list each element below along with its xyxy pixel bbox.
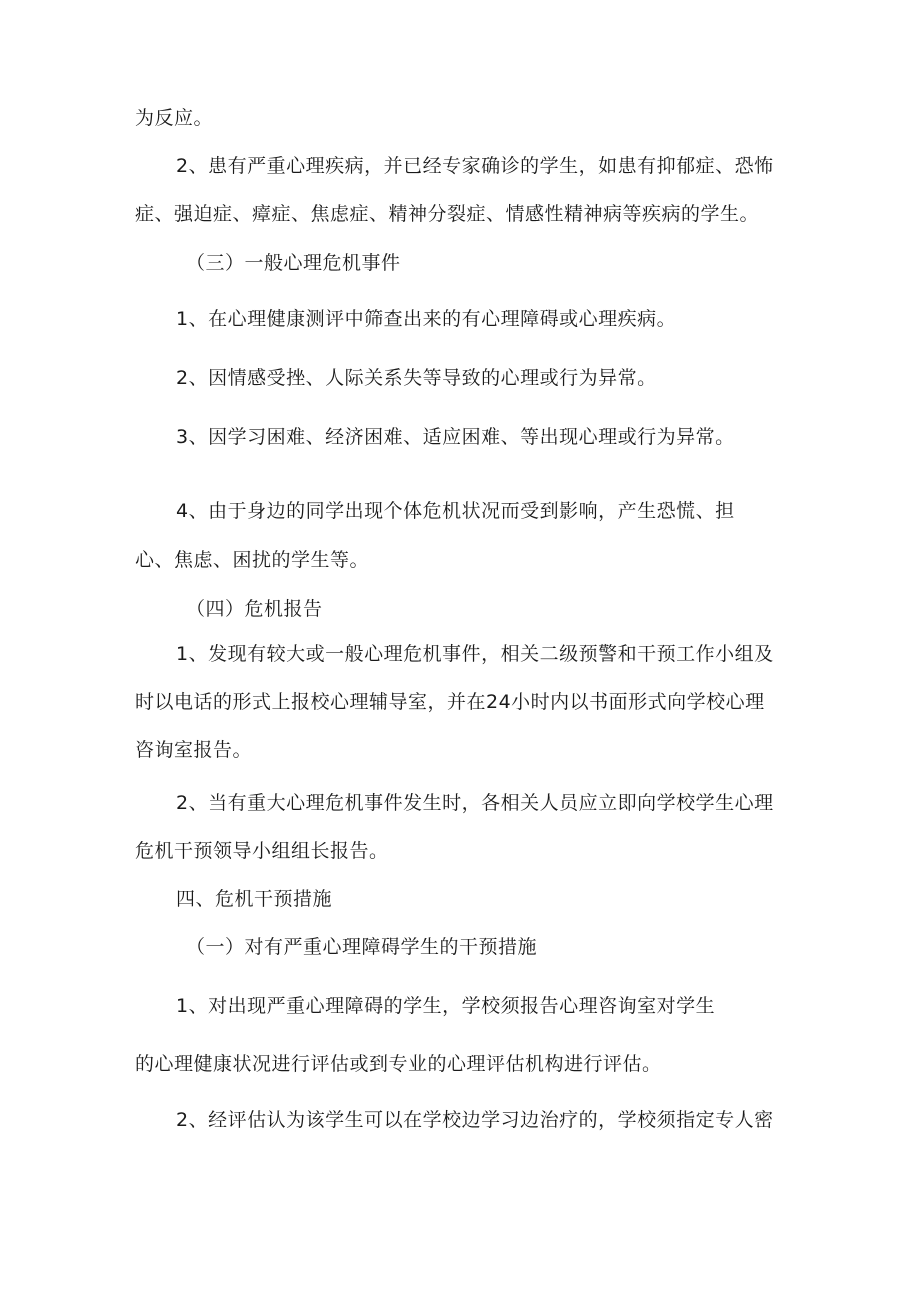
text-line: 心、焦虑、困扰的学生等。	[135, 549, 370, 571]
chapter-heading: 四、危机干预措施	[176, 888, 333, 910]
text-line: 2、经评估认为该学生可以在学校边学习边治疗的，学校须指定专人密	[176, 1109, 774, 1131]
text-line: 4、由于身边的同学出现个体危机状况而受到影响，产生恐慌、担	[176, 500, 735, 522]
text-line: 时以电话的形式上报校心理辅导室，并在24小时内以书面形式向学校心理	[135, 691, 765, 713]
text-line: 危机干预领导小组组长报告。	[135, 840, 389, 862]
text-line: 咨询室报告。	[135, 739, 253, 761]
section-heading: （一）对有严重心理障碍学生的干预措施	[186, 936, 538, 958]
text-line: 症、强迫症、瘴症、焦虑症、精神分裂症、情感性精神病等疾病的学生。	[135, 203, 760, 225]
text-line: 1、发现有较大或一般心理危机事件，相关二级预警和干预工作小组及	[176, 643, 774, 665]
section-heading: （三）一般心理危机事件	[186, 252, 401, 274]
text-line: 的心理健康状况进行评估或到专业的心理评估机构进行评估。	[135, 1053, 662, 1075]
text-line: 1、在心理健康测评中筛查出来的有心理障碍或心理疾病。	[176, 308, 677, 330]
text-line: 1、对出现严重心理障碍的学生，学校须报告心理咨询室对学生	[176, 995, 716, 1017]
text-line: 2、患有严重心理疾病，并已经专家确诊的学生，如患有抑郁症、恐怖	[176, 155, 774, 177]
text-line: 2、当有重大心理危机事件发生时，各相关人员应立即向学校学生心理	[176, 792, 774, 814]
text-line: 为反应。	[135, 107, 214, 129]
text-line: 3、因学习困难、经济困难、适应困难、等出现心理或行为异常。	[176, 426, 735, 448]
section-heading: （四）危机报告	[186, 598, 323, 620]
text-line: 2、因情感受挫、人际关系失等导致的心理或行为异常。	[176, 367, 657, 389]
